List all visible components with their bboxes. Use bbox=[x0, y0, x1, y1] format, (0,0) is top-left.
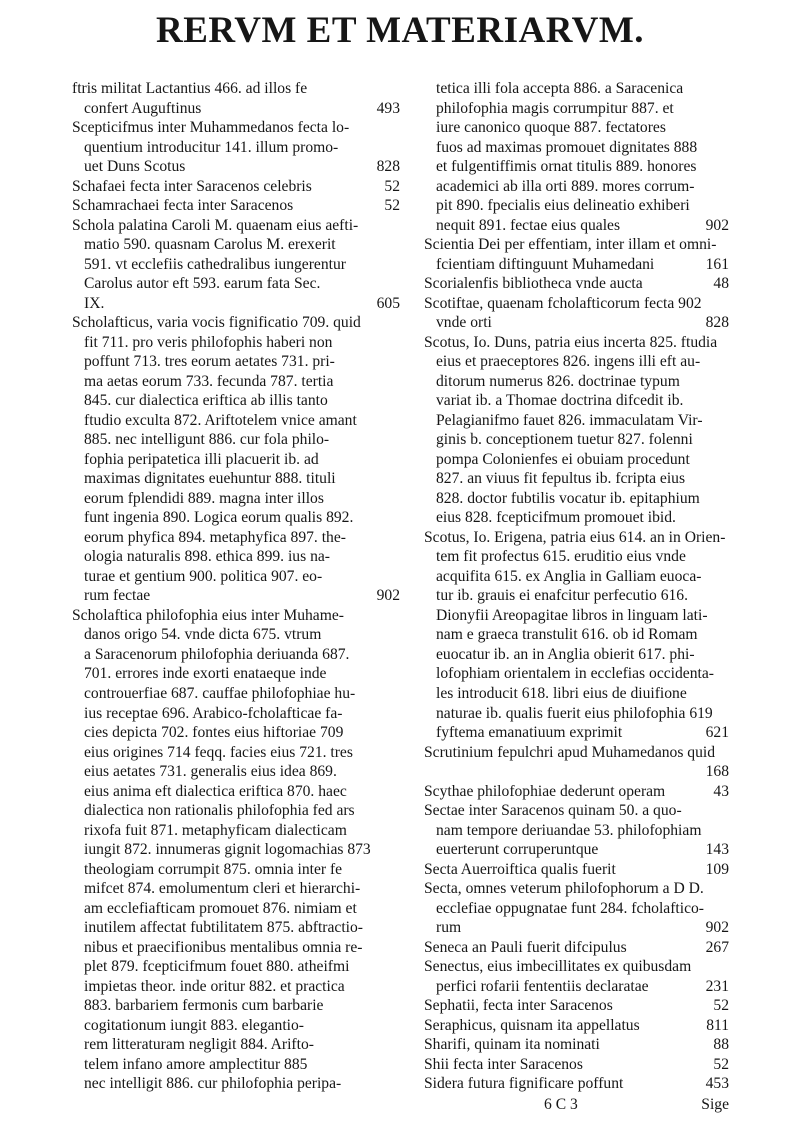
index-line: IX. 605 bbox=[84, 294, 400, 312]
index-line: 168 bbox=[705, 763, 729, 781]
index-line: uet Duns Scotus 828 bbox=[84, 158, 400, 176]
index-line: funt ingenia 890. Logica eorum qualis 892. bbox=[84, 509, 354, 527]
index-line: Seraphicus, quisnam ita appellatus 811 bbox=[424, 1016, 729, 1034]
index-line: rem litteraturam negligit 884. Arifto- bbox=[84, 1036, 314, 1054]
index-line: Sharifi, quinam ita nominati 88 bbox=[424, 1036, 729, 1054]
index-line: vnde orti 828 bbox=[436, 314, 729, 332]
index-line: 701. errores inde exorti enataeque inde bbox=[84, 665, 327, 683]
index-line: Schamrachaei fecta inter Saracenos 52 bbox=[72, 197, 400, 215]
index-line: rum fectae 902 bbox=[84, 587, 400, 605]
index-line: telem infano amore amplectitur 885 bbox=[84, 1055, 308, 1073]
index-line: 827. an viuus fit fepultus ib. fcripta eius bbox=[436, 470, 686, 488]
index-line: fcientiam diftinguunt Muhamedani 161 bbox=[436, 255, 729, 273]
index-line: fophia peripatetica illi placuerit ib. ad bbox=[84, 450, 319, 468]
index-line: Sephatii, fecta inter Saracenos 52 bbox=[424, 997, 729, 1015]
index-line: euocatur ib. an in Anglia obierit 617. phi- bbox=[436, 645, 695, 663]
catchword: Sige bbox=[701, 1096, 729, 1113]
index-line: nam tempore deriuandae 53. philofophiam bbox=[436, 821, 702, 839]
index-line: iure canonico quoque 887. fectatores bbox=[436, 119, 666, 137]
index-line: mifcet 874. emolumentum cleri et hierarchi- bbox=[84, 880, 361, 898]
index-line: nequit 891. fectae eius quales 902 bbox=[436, 216, 729, 234]
index-line: cogitationum iungit 883. elegantio- bbox=[84, 1016, 305, 1034]
index-line: danos origo 54. vnde dicta 675. vtrum bbox=[84, 626, 322, 644]
index-line: eius anima eft dialectica eriftica 870. haec bbox=[84, 782, 347, 800]
index-line: plet 879. fcepticifmum fouet 880. atheifmi bbox=[84, 958, 350, 976]
index-line: ditorum numerus 826. doctrinae typum bbox=[436, 372, 680, 390]
index-line: fyftema emanatiuum exprimit 621 bbox=[436, 724, 729, 742]
index-line: turae et gentium 900. politica 907. eo- bbox=[84, 567, 323, 585]
index-line: ma aetas eorum 733. fecunda 787. tertia bbox=[84, 372, 334, 390]
index-line: Pelagianifmo fauet 826. immaculatam Vir- bbox=[436, 411, 703, 429]
index-line: Scotus, Io. Erigena, patria eius 614. an in Orien- bbox=[424, 528, 726, 546]
index-line: Shii fecta inter Saracenos 52 bbox=[424, 1055, 729, 1073]
index-line: rum 902 bbox=[436, 919, 729, 937]
index-line: ologia naturalis 898. ethica 899. ius na- bbox=[84, 548, 330, 566]
index-line: dialectica non rationalis philofophia fed ars bbox=[84, 802, 355, 820]
index-line: Scotiftae, quaenam fcholafticorum fecta 902 bbox=[424, 294, 702, 312]
index-line: nec intelligit 886. cur philofophia peripa- bbox=[84, 1075, 342, 1093]
index-line: Secta Auerroiftica qualis fuerit 109 bbox=[424, 860, 729, 878]
index-line: Dionyfii Areopagitae libros in linguam lati- bbox=[436, 606, 708, 624]
index-line: naturae ib. qualis fuerit eius philofophia 619 bbox=[436, 704, 713, 722]
index-line: Scythae philofophiae dederunt operam 43 bbox=[424, 782, 729, 800]
index-line: ftris militat Lactantius 466. ad illos fe bbox=[72, 80, 308, 97]
index-line: Secta, omnes veterum philofophorum a D D. bbox=[424, 880, 704, 898]
index-line: Sidera futura fignificare poffunt 453 bbox=[424, 1075, 729, 1093]
index-line: matio 590. quasnam Carolus M. erexerit bbox=[84, 236, 336, 254]
index-line: Schafaei fecta inter Saracenos celebris 52 bbox=[72, 177, 400, 195]
index-line: iungit 872. innumeras gignit logomachias 873 bbox=[84, 841, 371, 859]
index-line: Seneca an Pauli fuerit difcipulus 267 bbox=[424, 938, 729, 956]
index-line: les introducit 618. libri eius de diuifione bbox=[436, 684, 687, 702]
index-line: 885. nec intelligunt 886. cur fola philo- bbox=[84, 431, 330, 449]
page-title: RERVM ET MATERIARVM. bbox=[155, 10, 645, 51]
index-line: et fulgentiffimis ornat titulis 889. honores bbox=[436, 158, 697, 176]
index-line: ftudio exculta 872. Ariftotelem vnice amant bbox=[84, 411, 357, 429]
index-line: Scientia Dei per effentiam, inter illam et omni- bbox=[424, 236, 717, 254]
index-line: fit 711. pro veris philofophis haberi non bbox=[84, 333, 333, 351]
index-line: Scholafticus, varia vocis fignificatio 709. quid bbox=[72, 314, 361, 332]
index-line: nam e graeca transtulit 616. ob id Romam bbox=[436, 626, 698, 644]
index-line: pompa Colonienfes ei obuiam procedunt bbox=[436, 450, 690, 468]
index-line: theologiam corrumpit 875. omnia inter fe bbox=[84, 860, 343, 878]
index-line: a Saracenorum philofophia deriuanda 687. bbox=[84, 645, 350, 663]
index-line: tetica illi fola accepta 886. a Saracenica bbox=[436, 80, 684, 97]
index-line: 883. barbariem fermonis cum barbarie bbox=[84, 997, 324, 1015]
index-line: academici ab illa orti 889. mores corrum- bbox=[436, 177, 695, 195]
index-line: Carolus autor eft 593. earum fata Sec. bbox=[84, 275, 321, 293]
index-line: ecclefiae oppugnatae funt 284. fcholaftico- bbox=[436, 899, 704, 917]
index-line: 828. doctor fubtilis vocatur ib. epitaphium bbox=[436, 489, 700, 507]
index-column-left bbox=[72, 79, 400, 1094]
index-line: eius et praeceptores 826. ingens illi eft au- bbox=[436, 353, 701, 371]
index-line: confert Auguftinus 493 bbox=[84, 99, 400, 117]
index-line: variat ib. a Thomae doctrina difcedit ib. bbox=[436, 392, 684, 410]
index-line: maximas dignitates euehuntur 888. tituli bbox=[84, 470, 336, 488]
index-line: fuos ad maximas promouet dignitates 888 bbox=[436, 138, 698, 156]
index-line: ius receptae 696. Arabico-fcholafticae fa- bbox=[84, 704, 343, 722]
index-line: nibus et praecifionibus mentalibus omnia re- bbox=[84, 938, 363, 956]
index-line: lofophiam orientalem in ecclefias occidenta- bbox=[436, 665, 714, 683]
index-line: am ecclefiafticam promouet 876. nimiam et bbox=[84, 899, 357, 917]
index-line: tur ib. grauis ei enafcitur perfecutio 616. bbox=[436, 587, 689, 605]
index-line: acquifita 615. ex Anglia in Galliam euoca- bbox=[436, 567, 702, 585]
index-line: Scrutinium fepulchri apud Muhamedanos quid bbox=[424, 743, 716, 761]
index-line: eius aetates 731. generalis eius idea 869. bbox=[84, 763, 337, 781]
index-line: impietas theor. inde oritur 882. et practica bbox=[84, 977, 345, 995]
index-line: Scorialenfis bibliotheca vnde aucta 48 bbox=[424, 275, 729, 293]
index-line: tem fit profectus 615. eruditio eius vnde bbox=[436, 548, 686, 566]
index-line: quentium introducitur 141. illum promo- bbox=[84, 138, 339, 156]
index-line: Sectae inter Saracenos quinam 50. a quo- bbox=[424, 802, 682, 820]
index-line: eius origines 714 feqq. facies eius 721. tres bbox=[84, 743, 353, 761]
index-column-right bbox=[424, 79, 729, 1094]
index-line: Scotus, Io. Duns, patria eius incerta 825. ftudia bbox=[424, 333, 718, 351]
index-line: poffunt 713. tres eorum aetates 731. pri- bbox=[84, 353, 335, 371]
index-line: euerterunt corruperuntque 143 bbox=[436, 841, 729, 859]
index-line: 591. vt ecclefiis cathedralibus iungerentur bbox=[84, 255, 346, 273]
index-line: Schola palatina Caroli M. quaenam eius aefti- bbox=[72, 216, 359, 234]
index-line: rixofa fuit 871. metaphyficam dialecticam bbox=[84, 821, 347, 839]
index-line: Scholaftica philofophia eius inter Muhame- bbox=[72, 606, 344, 624]
index-line: eius 828. fcepticifmum promouet ibid. bbox=[436, 509, 676, 527]
index-line: philofophia magis corrumpitur 887. et bbox=[436, 99, 674, 117]
index-line: perfici rofarii fententiis declaratae 231 bbox=[436, 977, 729, 995]
index-line: cies depicta 702. fontes eius hiftoriae 709 bbox=[84, 724, 344, 742]
index-line: 845. cur dialectica eriftica ab illis tanto bbox=[84, 392, 328, 410]
index-line: Senectus, eius imbecillitates ex quibusdam bbox=[424, 958, 692, 976]
index-line: Scepticifmus inter Muhammedanos fecta lo- bbox=[72, 119, 350, 137]
index-line: pit 890. fpecialis eius delineatio exhiberi bbox=[436, 197, 690, 215]
index-line: inutilem affectat fubtilitatem 875. abftractio- bbox=[84, 919, 363, 937]
index-line: eorum phyfica 894. metaphyfica 897. the- bbox=[84, 528, 346, 546]
index-line: controuerfiae 687. cauffae philofophiae hu- bbox=[84, 684, 356, 702]
index-line: eorum fplendidi 889. magna inter illos bbox=[84, 489, 324, 507]
index-line: ginis b. conceptionem tuetur 827. folenni bbox=[436, 431, 693, 449]
signature-mark: 6 C 3 bbox=[544, 1096, 578, 1113]
